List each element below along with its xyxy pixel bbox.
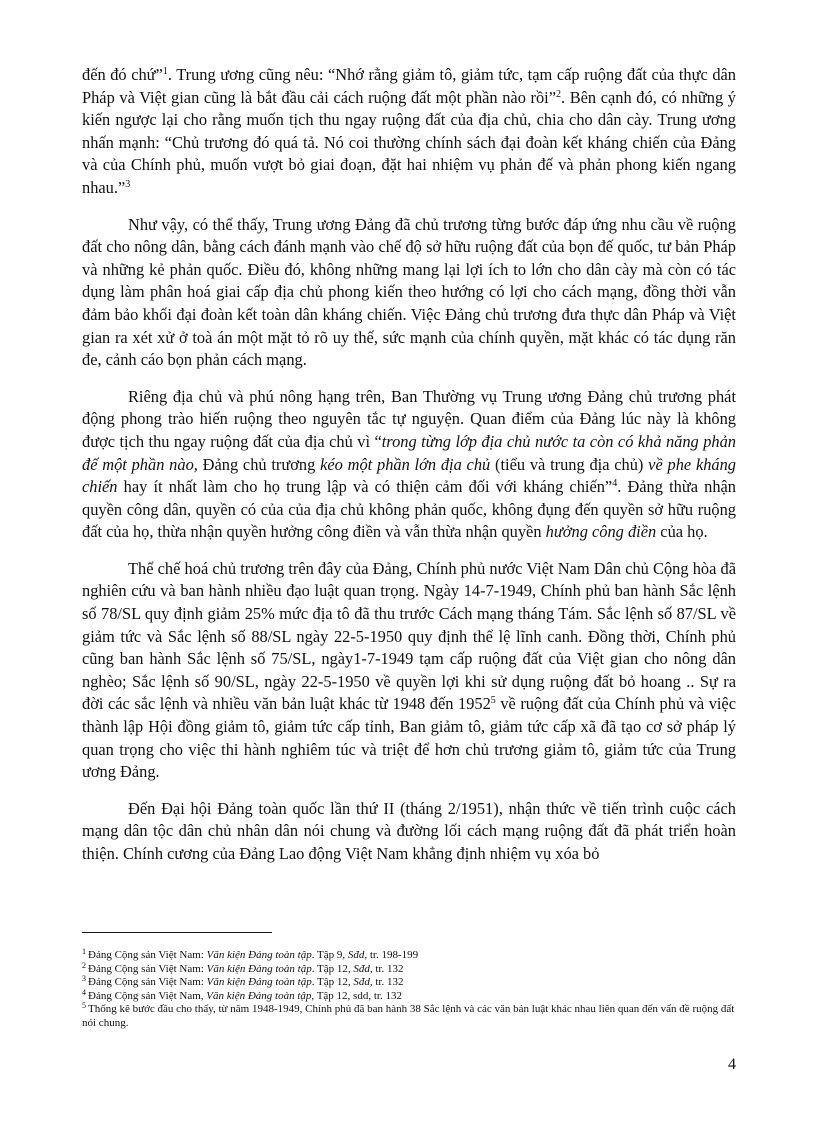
run: , tr. 198-199 [364, 949, 419, 961]
italic-run: Sđd [353, 976, 370, 989]
footnote-2 [82, 960, 736, 977]
italic-run: Văn kiện Đảng toàn tập [206, 949, 312, 961]
run: Đảng Cộng sản Việt Nam: [88, 949, 207, 961]
footnote-3 [82, 976, 736, 990]
footnote-5 [82, 1003, 736, 1030]
footnote-ref-1[interactable]: 1 [162, 66, 168, 77]
paragraph-1 [82, 64, 736, 200]
run: (tiểu và trung địa chủ) [490, 454, 649, 474]
footnotes [82, 932, 736, 1031]
run: Riêng địa chủ và phú nông hạng trên, Ban Thường vụ Trung ương Đảng chủ trương phát động phong trào hiến ruộng theo nguyên tắc tự nguyện. Quan điểm của Đảng lúc này là không được tịch thu ngay ruộng đất của địa chủ vì “ [82, 386, 736, 451]
run: của họ. [656, 522, 708, 542]
run: về ruộng đất của Chính phủ và việc thành lập Hội đồng giảm tô, giảm tức cấp tỉnh, Ban giảm tô, giảm tức cấp xã đã tạo cơ sở pháp lý quan trọng cho việc thi hành nghiêm túc và triệt để hơn chủ trương giảm tô, giảm tức của Trung ương Đảng. [82, 694, 736, 782]
footnote-number: 5 [82, 1001, 86, 1011]
page-number: 4 [728, 1056, 736, 1073]
footnote-separator [82, 932, 272, 933]
footnote-ref-2[interactable]: 2 [556, 88, 561, 100]
run: Đảng Cộng sản Việt Nam, [88, 989, 207, 1002]
run: Đảng Cộng sản Việt Nam: [88, 962, 207, 975]
italic-run: Sđd [353, 962, 370, 975]
run: Đảng Cộng sản Việt Nam: [88, 976, 207, 989]
paragraph-2 [82, 214, 736, 372]
paragraph-3 [82, 386, 736, 544]
italic-run: hưởng công điền [545, 522, 657, 542]
footnote-ref-5[interactable]: 5 [490, 695, 496, 707]
footnote-number: 4 [82, 987, 86, 997]
footnote-ref-4[interactable]: 4 [612, 478, 618, 490]
run: Như vậy, có thể thấy, Trung ương Đảng đã chủ trương từng bước đáp ứng nhu cầu về ruộng đất cho nông dân, bằng cách đánh mạnh vào chế độ sở hữu ruộng đất của bọn đế quốc, tư bản Pháp và những kẻ phản quốc. Điều đó, không những mang lại lợi ích to lớn cho dân cày mà còn có tác dụng làm phân hoá giai cấp địa chủ phong kiến theo hướng có lợi cho cách mạng, đồng thời vẫn đảm bảo khối đại đoàn kết toàn dân kháng chiến. Việc Đảng chủ trương đưa thực dân Pháp và Việt gian ra xét xử ở toà án một mặt tỏ rõ uy thế, sức mạnh của chính quyền, mặt khác có tác dụng răn đe, cảnh cáo bọn phản cách mạng. [82, 214, 736, 370]
footnote-1 [82, 949, 736, 963]
italic-run: Văn kiện Đảng toàn tập [206, 989, 312, 1002]
italic-run: trong từng lớp địa chủ nước ta còn có khả năng phản đế một phần nào, [82, 431, 736, 474]
footnote-number: 3 [82, 974, 86, 984]
footnote-4 [82, 987, 736, 1004]
run: , Tập 12, sdd, tr. 132 [311, 989, 402, 1002]
italic-run: về phe kháng chiến [82, 454, 737, 497]
run: đến đó chứ” [82, 65, 163, 84]
run: . Tập 12, [311, 976, 354, 989]
run: Đảng chủ trương [197, 454, 321, 474]
run: Đến Đại hội Đảng toàn quốc lần thứ II (tháng 2/1951), nhận thức về tiến trình cuộc cách mạng dân tộc dân chủ nhân dân nói chung và đường lối cách mạng ruộng đất đã phát triển hoàn thiện. Chính cương của Đảng Lao động Việt Nam khẳng định nhiệm vụ xóa bỏ [82, 798, 736, 863]
footnote-ref-3[interactable]: 3 [125, 178, 131, 190]
run: . Bên cạnh đó, có những ý kiến ngược lại cho rằng muốn tịch thu ngay ruộng đất của địa chủ, chia cho dân cày. Trung ương nhấn mạnh: “Chủ trương đó quá tả. Nó coi thường chính sách đại đoàn kết kháng chiến của Đảng và của Chính phủ, muốn vượt bỏ giai đoạn, đặt hai nhiệm vụ phản đế và phản phong kiến ngang nhau.” [82, 87, 736, 197]
run: . Tập 9, [311, 949, 348, 961]
paragraph-5 [82, 798, 736, 866]
run: . Đảng thừa nhận quyền công dân, quyền có của của địa chủ không phản quốc, không đụng đến quyền sở hữu ruộng đất của họ, thừa nhận quyền hưởng công điền và vẫn thừa nhận quyền [82, 477, 736, 542]
run: , tr. 132 [369, 976, 404, 989]
paragraph-4 [82, 558, 736, 784]
footnote-number: 1 [82, 947, 86, 956]
italic-run: kéo một phần lớn địa chủ [320, 454, 491, 474]
run: Thống kê bước đầu cho thấy, từ năm 1948-1949, Chính phủ đã ban hành 38 Sắc lệnh và các văn bản luật khác nhau liên quan đến vấn đề ruộng đất nói chung. [82, 1003, 735, 1029]
italic-run: Văn kiện Đảng toàn tập [206, 976, 312, 989]
run: hay ít nhất làm cho họ trung lập và có thiện cảm đối với kháng chiến” [117, 477, 613, 497]
italic-run: Văn kiện Đảng toàn tập [206, 962, 312, 975]
run: . Trung ương cũng nêu: “Nhớ rằng giảm tô, giảm tức, tạm cấp ruộng đất của thực dân Pháp và Việt gian cũng là bắt đầu cải cách ruộng đất một phần nào rồi” [82, 65, 736, 107]
run: Thể chế hoá chủ trương trên đây của Đảng, Chính phủ nước Việt Nam Dân chủ Cộng hòa đã nghiên cứu và ban hành nhiều đạo luật quan trọng. Ngày 14-7-1949, Chính phủ ban hành Sắc lệnh số 78/SL quy định giảm 25% mức địa tô đã thu trước Cách mạng tháng Tám. Sắc lệnh số 87/SL về giảm tức và Sắc lệnh số 88/SL ngày 22-5-1950 quy định thể lệ lĩnh canh. Đồng thời, Chính phủ cũng ban hành Sắc lệnh số 75/SL, ngày1-7-1949 tạm cấp ruộng đất của Việt gian cho nông dân nghèo; Sắc lệnh số 90/SL, ngày 22-5-1950 về quyền lợi khi sử dụng ruộng đất bỏ hoang .. Sự ra đời các sắc lệnh và nhiều văn bản luật khác từ 1948 đến 1952 [82, 558, 736, 714]
document-body [82, 64, 736, 880]
italic-run: Sđd [347, 949, 365, 961]
run: . Tập 12, [311, 962, 354, 975]
run: , tr. 132 [369, 962, 404, 975]
footnote-number: 2 [82, 960, 86, 970]
